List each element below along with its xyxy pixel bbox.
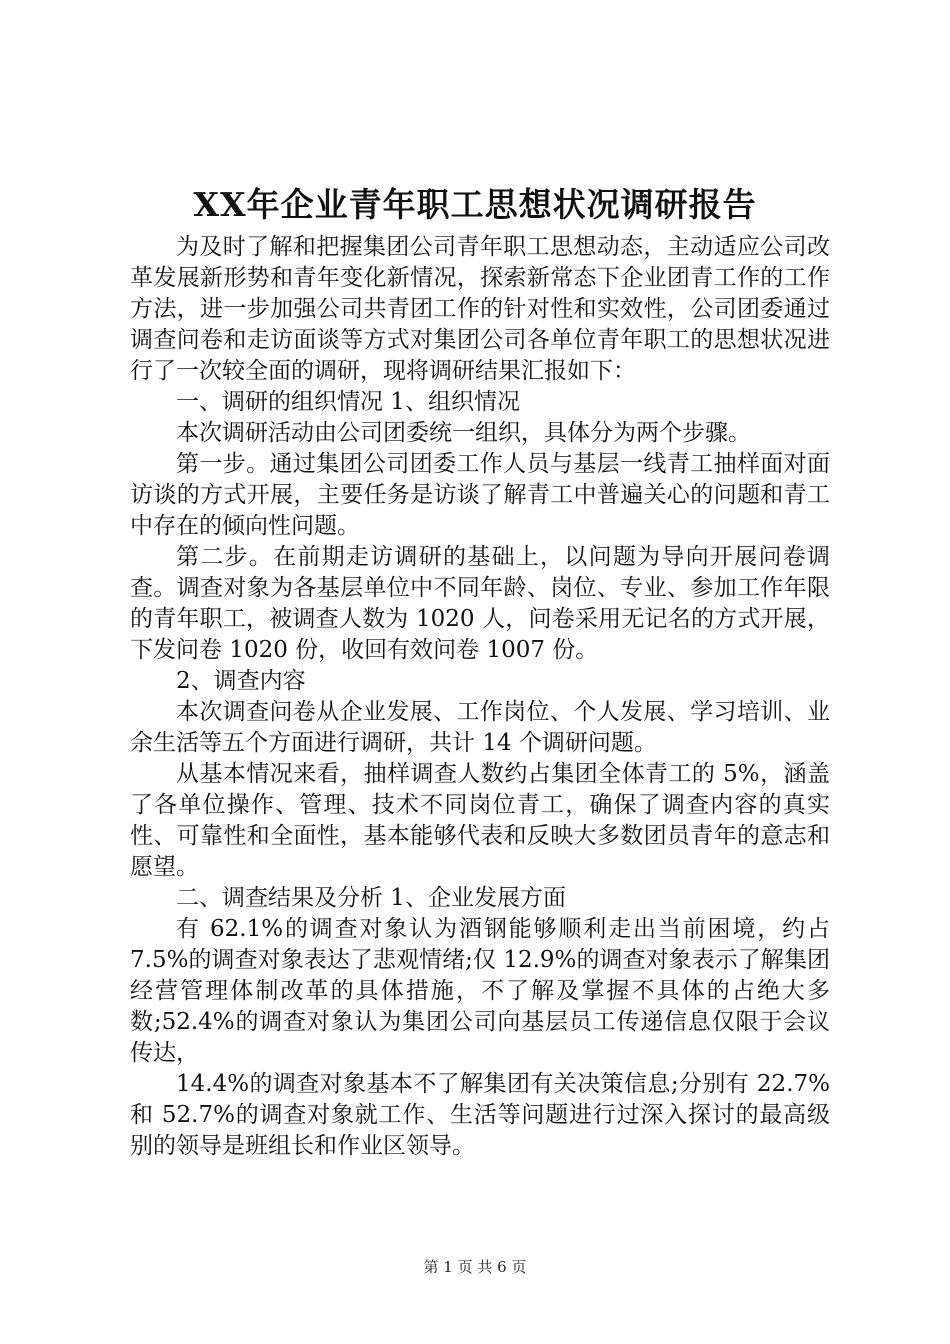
page-footer: 第 1 页 共 6 页 (423, 1258, 527, 1276)
document-body (130, 232, 830, 1162)
intro-paragraph: 为及时了解和把握集团公司青年职工思想动态，主动适应公司改革发展新形势和青年变化新情况，探索新常态下企业团青工作的工作方法，进一步加强公司共青团工作的针对性和实效性，公司团委通过调查问卷和走访面谈等方式对集团公司各单位青年职工的思想状况进行了一次较全面的调研，现将调研结果汇报如下： (130, 234, 830, 384)
paragraph-step-one: 第一步。通过集团公司团委工作人员与基层一线青工抽样面对面访谈的方式开展，主要任务是访谈了解青工中普遍关心的问题和青工中存在的倾向性问题。 (130, 451, 830, 539)
paragraph-organization: 本次调研活动由公司团委统一组织，具体分为两个步骤。 (176, 420, 751, 446)
subheading-survey-content: 2、调查内容 (176, 668, 306, 694)
paragraph-results-2: 14.4%的调查对象基本不了解集团有关决策信息;分别有 22.7%和 52.7%的调查对象就工作、生活等问题进行过深入探讨的最高级别的领导是班组长和作业区领导。 (130, 1071, 830, 1159)
paragraph-step-two: 第二步。在前期走访调研的基础上，以问题为导向开展问卷调查。调查对象为各基层单位中不同年龄、岗位、专业、参加工作年限的青年职工，被调查人数为 1020 人，问卷采用无记名的方式开展，下发问卷 1020 份，收回有效问卷 1007 份。 (130, 544, 830, 663)
paragraph-results-1: 有 62.1%的调查对象认为酒钢能够顺利走出当前困境，约占 7.5%的调查对象表达了悲观情绪;仅 12.9%的调查对象表示了解集团经营管理体制改革的具体措施，不了解及掌握不具体的占绝大多数;52.4%的调查对象认为集团公司向基层员工传递信息仅限于会议传达， (130, 916, 830, 1066)
section-heading-1: 一、调研的组织情况 1、组织情况 (176, 389, 520, 415)
document-title: XX年企业青年职工思想状况调研报告 (193, 185, 757, 224)
section-heading-2: 二、调查结果及分析 1、企业发展方面 (176, 885, 566, 911)
paragraph-basic-situation: 从基本情况来看，抽样调查人数约占集团全体青工的 5%，涵盖了各单位操作、管理、技术不同岗位青工，确保了调查内容的真实性、可靠性和全面性，基本能够代表和反映大多数团员青年的意志和愿望。 (130, 761, 830, 880)
paragraph-survey-content: 本次调查问卷从企业发展、工作岗位、个人发展、学习培训、业余生活等五个方面进行调研，共计 14 个调研问题。 (130, 699, 830, 756)
